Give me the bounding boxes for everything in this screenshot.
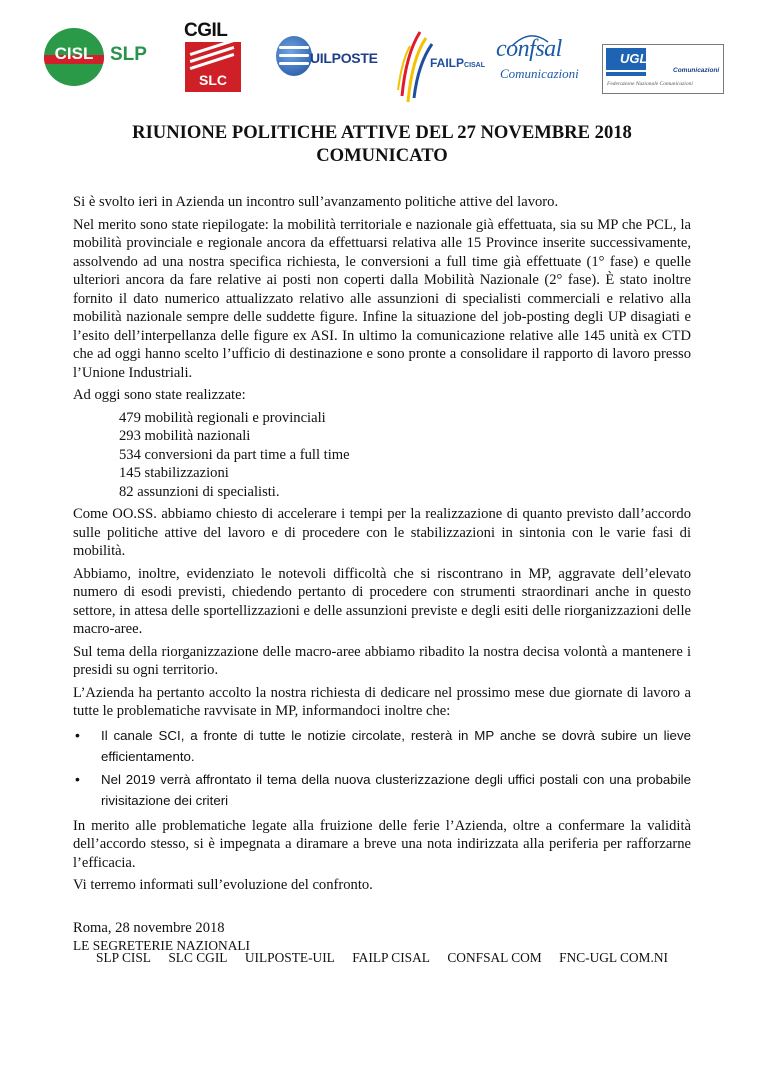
union-list bbox=[0, 950, 764, 966]
paragraph-macro-areas: Sul tema della riorganizzazione delle macro-aree abbiamo ribadito la nostra decisa volontà a mantenere i presidi su ogni territorio. bbox=[73, 643, 691, 678]
bullet-item: • Nel 2019 verrà affrontato il tema della nuova clusterizzazione degli uffici postali con una probabile rivisitazione dei criteri bbox=[75, 770, 691, 808]
slc-emblem-icon bbox=[185, 42, 241, 92]
document-title bbox=[0, 121, 764, 167]
cgil-slc-logo bbox=[184, 20, 242, 94]
paragraph-company-response: L’Azienda ha pertanto accolto la nostra richiesta di dedicare nel prossimo mese due giornate di lavoro a tutte le problematiche ravvisate in MP, informandoci inoltre che: bbox=[73, 684, 691, 719]
union-name: FNC-UGL COM.NI bbox=[559, 950, 668, 965]
slp-logo-text: SLP bbox=[110, 44, 147, 65]
cisl-emblem-icon bbox=[44, 28, 104, 86]
title-line-1: RIUNIONE POLITICHE ATTIVE DEL 27 NOVEMBRE 2018 bbox=[132, 122, 632, 143]
union-name: SLC CGIL bbox=[168, 950, 228, 965]
failp-logo-text: FAILPCISAL bbox=[430, 56, 486, 70]
cgil-logo-text: CGIL bbox=[184, 20, 228, 41]
logo-strip bbox=[0, 0, 764, 110]
list-item: 534 conversioni da part time a full time bbox=[119, 446, 350, 463]
signature: LE SEGRETERIE NAZIONALI bbox=[73, 938, 251, 953]
globe-icon bbox=[276, 36, 312, 76]
ugl-federazione-text: Federazione Nazionale Comunicazioni bbox=[607, 81, 693, 87]
union-name: SLP CISL bbox=[96, 950, 151, 965]
list-item: 145 stabilizzazioni bbox=[119, 465, 229, 481]
list-item: 293 mobilità nazionali bbox=[119, 428, 251, 444]
paragraph-mp-difficulties: Abbiamo, inoltre, evidenziato le notevoli difficoltà che si riscontrano in MP, aggravate dell’elevato numero di esodi previsti, chiedendo pertanto di procedere con strumenti straordinari anche in questo settore, in attesa delle sportellizzazioni e delle assunzioni previste e degli esiti delle riorganizzazioni delle macro-aree. bbox=[73, 565, 691, 637]
results-list bbox=[119, 409, 691, 502]
paragraph-summary: Nel merito sono state riepilogate: la mobilità territoriale e nazionale già effettuata, sia su MP che PCL, la mobilità provinciale e regionale ancora da effettuarsi relativa alle 15 Province inserite successivamente, assolvendo ad una nostra specifica richiesta, le conversioni a full time già effettuate (1° fase) e quelle ulteriori ancora da fare relative ai posti non coperti dalla Mobilità Nazionale (2° fase). È stato inoltre fornito il dato numerico attualizzato relativo alle assunzioni di specialisti commerciali e relativo alla mobilità nazionale sempre delle suddette figure. Infine la situazione del job-posting degli UP disagiati e l’esito dell’interpellanza delle figure ex ASI. In ultimo la comunicazione relative alle 145 unità ex CTD che ad oggi hanno scelto l’ufficio di destinazione e sono pronte a consolidare il rapporto di lavoro presso l’Unione Industriali. bbox=[73, 216, 691, 381]
confsal-logo bbox=[486, 36, 582, 88]
place-date: Roma, 28 novembre 2018 bbox=[73, 919, 225, 936]
ugl-logo bbox=[602, 44, 724, 94]
confsal-sub-text: Comunicazioni bbox=[500, 66, 579, 81]
list-item: 479 mobilità regionali e provinciali bbox=[119, 409, 326, 426]
uilposte-logo bbox=[276, 34, 376, 84]
document-body bbox=[73, 193, 691, 960]
failp-cisal-logo bbox=[396, 24, 484, 106]
paragraph-holidays: In merito alle problematiche legate alla fruizione delle ferie l’Azienda, oltre a confermare la validità dell’accordo stesso, si è impegnata a diramare a breve una nota indirizzata alla periferia per rafforzarne l’efficacia. bbox=[73, 817, 691, 871]
slc-logo-text: SLC bbox=[199, 72, 227, 88]
paragraph-requests: Come OO.SS. abbiamo chiesto di accelerare i tempi per la realizzazione di quanto previsto dall’accordo sulle politiche attive del lavoro e di procedere con le stabilizzazioni in sintonia con le varie fasi di mobilità. bbox=[73, 506, 691, 559]
confsal-logo-text: confsal bbox=[496, 36, 562, 62]
union-name: CONFSAL COM bbox=[447, 950, 542, 965]
union-name: UILPOSTE-UIL bbox=[244, 950, 335, 965]
ugl-emblem-icon bbox=[606, 48, 646, 70]
title-line-2: COMUNICATO bbox=[316, 145, 448, 166]
cisl-slp-logo bbox=[44, 28, 164, 88]
paragraph-intro: Si è svolto ieri in Azienda un incontro sull’avanzamento politiche attive del lavoro. bbox=[73, 194, 559, 210]
ugl-comunicazioni-text: Comunicazioni bbox=[673, 67, 720, 74]
list-item: 82 assunzioni di specialisti. bbox=[119, 483, 280, 500]
bullet-icon: • bbox=[75, 726, 80, 743]
union-name: FAILP CISAL bbox=[352, 950, 430, 965]
bullet-list bbox=[73, 725, 691, 811]
uilposte-logo-text: UILPOSTE bbox=[310, 50, 378, 66]
cisl-logo-text: CISL bbox=[54, 44, 94, 63]
bullet-item: • Il canale SCI, a fronte di tutte le notizie circolate, resterà in MP anche se dovrà subire un lieve efficientamento. bbox=[75, 726, 691, 764]
bullet-icon: • bbox=[75, 770, 80, 787]
paragraph-results-intro: Ad oggi sono state realizzate: bbox=[73, 387, 246, 403]
paragraph-closing: Vi terremo informati sull’evoluzione del confronto. bbox=[73, 877, 373, 893]
ugl-logo-text: UGL bbox=[620, 51, 648, 66]
